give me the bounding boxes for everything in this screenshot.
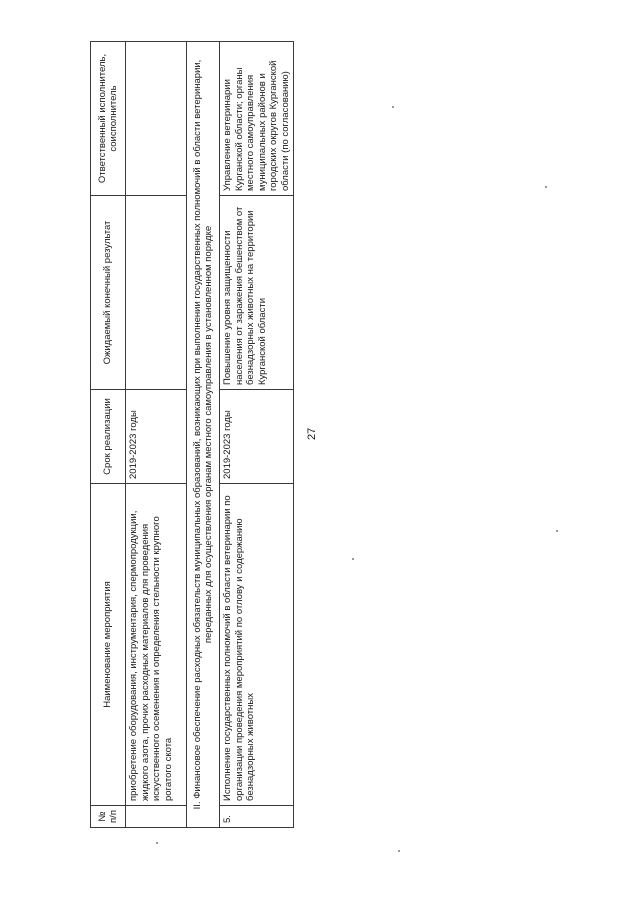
header-term: Срок реализации bbox=[91, 390, 126, 484]
row1-num bbox=[126, 806, 187, 828]
scan-speck bbox=[545, 186, 547, 188]
table-header-row bbox=[91, 42, 126, 828]
scan-speck bbox=[352, 558, 354, 560]
row1-name: приобретение оборудования, инструментария, спермопродукции, жидкого азота, прочих расходных материалов для проведения искусственного осеменения и определения стельности крупного рогатого скота bbox=[126, 484, 187, 806]
row1-term: 2019-2023 годы bbox=[126, 390, 187, 484]
row5-term: 2019-2023 годы bbox=[220, 390, 294, 484]
row1-executor bbox=[126, 42, 187, 196]
page-number: 27 bbox=[306, 427, 318, 440]
row5-num: 5. bbox=[220, 806, 294, 828]
scan-speck bbox=[392, 106, 394, 108]
row5-executor: Управление ветеринарии Курганской области; органы местного самоуправления муниципальных районов и городских округов Курганской области (по согласованию) bbox=[220, 42, 294, 196]
section-row bbox=[187, 42, 220, 828]
header-executor: Ответственный исполнитель, соисполнитель bbox=[91, 42, 126, 196]
table-row bbox=[126, 42, 187, 828]
scan-speck bbox=[398, 850, 400, 852]
scan-speck bbox=[556, 530, 558, 532]
row5-result: Повышение уровня защищенности населения от заражения бешенством от безнадзорных животных на территории Курганской области bbox=[220, 196, 294, 390]
table-row bbox=[220, 42, 294, 828]
header-num: № п/п bbox=[91, 806, 126, 828]
measures-table bbox=[90, 41, 294, 828]
row5-name: Исполнение государственных полномочий в области ветеринарии по организации проведения мероприятий по отлову и содержанию безнадзорных животных bbox=[220, 484, 294, 806]
row1-result bbox=[126, 196, 187, 390]
scan-speck bbox=[156, 842, 158, 844]
header-name: Наименование мероприятия bbox=[91, 484, 126, 806]
section-title: II. Финансовое обеспечение расходных обязательств муниципальных образований, возникающих при выполнении государственных полномочий в области ветеринарии, переданных для осуществления органам местного самоуправления в установленном порядке bbox=[187, 42, 220, 828]
header-result: Ожидаемый конечный результат bbox=[91, 196, 126, 390]
rotated-document bbox=[90, 42, 294, 828]
